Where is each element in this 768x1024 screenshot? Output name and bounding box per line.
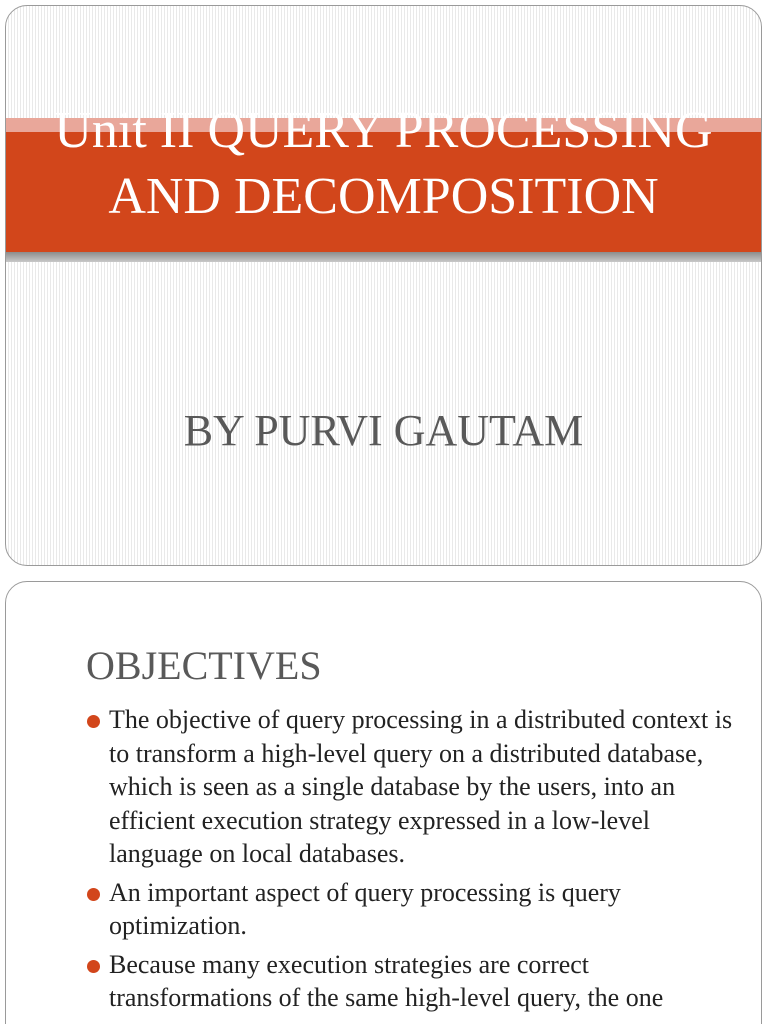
- bullet-item: [86, 876, 736, 943]
- bullet-text: Because many execution strategies are correct transformations of the same high-level query, the one: [109, 949, 664, 1012]
- slide-author: BY PURVI GAUTAM: [183, 406, 584, 455]
- slide-title: Unit II QUERY PROCESSING AND DECOMPOSITION: [54, 102, 713, 225]
- slide-1-title: [5, 5, 762, 566]
- bullet-text: The objective of query processing in a distributed context is to transform a high-level query on a distributed database, which is seen as a single database by the users, into an efficient execution strategy expressed in a low-level language on local databases.: [109, 705, 733, 868]
- slide-2-objectives: [5, 581, 762, 1024]
- bullet-item: [86, 703, 736, 871]
- bullet-list: [86, 703, 736, 1020]
- title-band-shadow: [6, 252, 761, 262]
- bullet-text: An important aspect of query processing is query optimization.: [109, 877, 621, 940]
- bullet-item: [86, 948, 736, 1015]
- slide-heading: OBJECTIVES: [86, 643, 322, 688]
- bullet-dot-icon: [87, 715, 100, 728]
- bullet-dot-icon: [87, 960, 100, 973]
- bullet-dot-icon: [87, 888, 100, 901]
